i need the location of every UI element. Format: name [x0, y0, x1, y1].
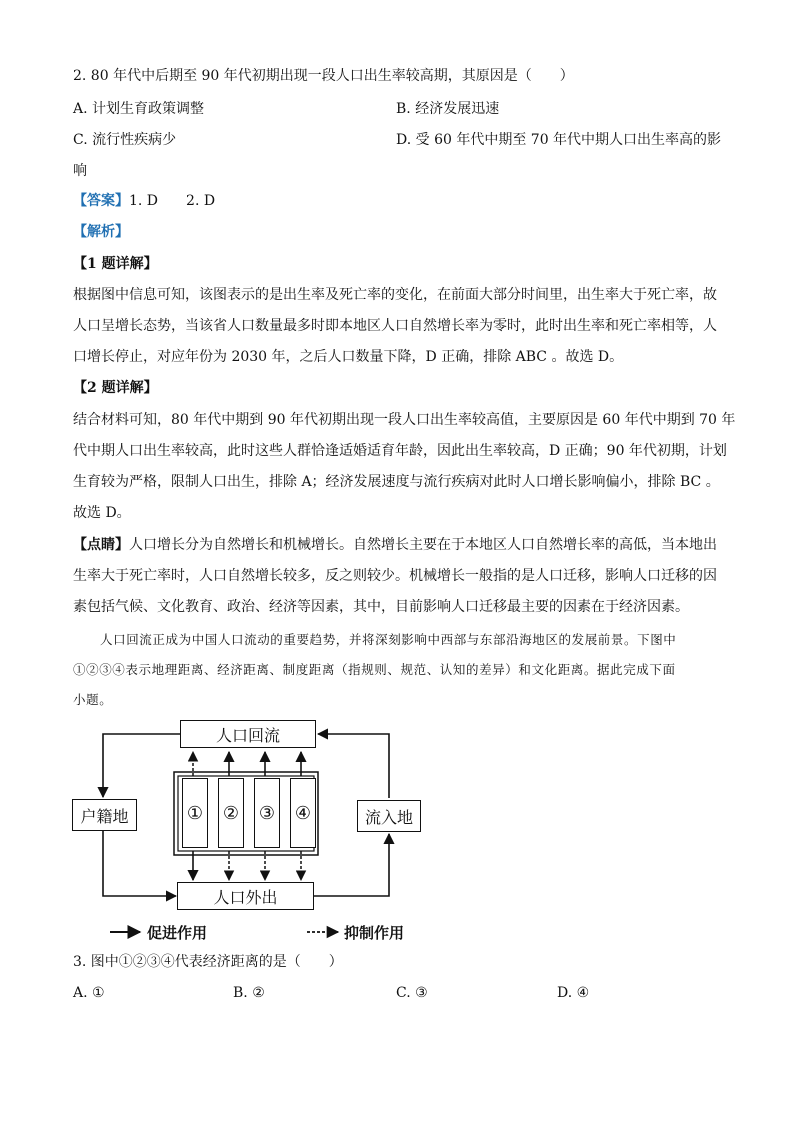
- q2-stem: 2. 80 年代中后期至 90 年代初期出现一段人口出生率较高期，其原因是（ ）: [73, 68, 574, 84]
- material-line-3: 小题。: [73, 692, 113, 707]
- factor-box-1: ①: [182, 778, 208, 848]
- detail2-line-2: 代中期人口出生率较高，此时这些人群恰逢适婚适育年龄，因此出生率较高，D 正确；90 年代初期，计划: [73, 443, 727, 459]
- arrow-inflow-to-return: [318, 734, 389, 798]
- detail1-line-2: 人口呈增长态势，当该省人口数量最多时即本地区人口自然增长率为零时，此时出生率和死亡率相等，人: [73, 318, 717, 334]
- box-population-return: 人口回流: [180, 720, 316, 748]
- q3-option-d: D. ④: [557, 985, 590, 1001]
- arrow-return-to-household: [103, 734, 180, 797]
- box-population-outflow: 人口外出: [177, 882, 314, 910]
- analysis-tag: 【解析】: [73, 224, 129, 240]
- q2-option-b: B. 经济发展迅速: [396, 101, 500, 117]
- q3-option-c: C. ③: [396, 985, 428, 1001]
- answer-tag: 【答案】: [73, 193, 129, 209]
- review-line-3: 素包括气候、文化教育、政治、经济等因素，其中，目前影响人口迁移最主要的因素在于经济因素。: [73, 599, 689, 615]
- arrow-household-to-outflow: [103, 830, 176, 896]
- factor-box-2: ②: [218, 778, 244, 848]
- material-line-1: 人口回流正成为中国人口流动的重要趋势，并将深刻影响中西部与东部沿海地区的发展前景。下图中: [100, 632, 677, 647]
- q2-option-d: D. 受 60 年代中期至 70 年代中期人口出生率高的影: [396, 132, 722, 148]
- q3-stem: 3. 图中①②③④代表经济距离的是（ ）: [73, 954, 343, 970]
- answer-text: 1. D 2. D: [129, 193, 216, 209]
- detail2-tag: 【2 题详解】: [73, 380, 158, 396]
- arrow-outflow-to-inflow: [314, 834, 389, 896]
- detail1-line-1: 根据图中信息可知，该图表示的是出生率及死亡率的变化，在前面大部分时间里，出生率大于死亡率，故: [73, 287, 717, 303]
- box-inflow-destination: 流入地: [357, 800, 421, 832]
- detail1-tag: 【1 题详解】: [73, 256, 158, 272]
- detail2-line-1: 结合材料可知，80 年代中期到 90 年代初期出现一段人口出生率较高值，主要原因是 60 年代中期到 70 年: [73, 412, 736, 428]
- detail2-line-4: 故选 D。: [73, 505, 131, 521]
- legend-promote-label: 促进作用: [147, 924, 208, 942]
- review-line-2: 生率大于死亡率时，人口自然增长较多，反之则较少。机械增长一般指的是人口迁移，影响人口迁移的因: [73, 568, 717, 584]
- detail2-line-3: 生育较为严格，限制人口出生，排除 A；经济发展速度与流行疾病对此时人口增长影响偏小，排除 BC 。: [73, 474, 720, 490]
- q2-option-c: C. 流行性疾病少: [73, 132, 177, 148]
- box-household-origin: 户籍地: [72, 799, 137, 831]
- factor-box-4: ④: [290, 778, 316, 848]
- review-tag: 【点睛】: [73, 537, 129, 553]
- q2-option-a: A. 计划生育政策调整: [73, 101, 205, 117]
- review-text-1: 人口增长分为自然增长和机械增长。自然增长主要在于本地区人口自然增长率的高低，当本地出: [129, 537, 717, 553]
- q3-option-a: A. ①: [73, 985, 105, 1001]
- q2-option-d-continuation: 响: [73, 163, 87, 179]
- material-line-2: ①②③④表示地理距离、经济距离、制度距离（指规则、规范、认知的差异）和文化距离。据此完成下面: [73, 662, 676, 677]
- q3-option-b: B. ②: [233, 985, 265, 1001]
- legend-inhibit-label: 抑制作用: [344, 924, 405, 942]
- detail1-line-3: 口增长停止，对应年份为 2030 年，之后人口数量下降，D 正确，排除 ABC 。故选 D。: [73, 349, 624, 365]
- factor-box-3: ③: [254, 778, 280, 848]
